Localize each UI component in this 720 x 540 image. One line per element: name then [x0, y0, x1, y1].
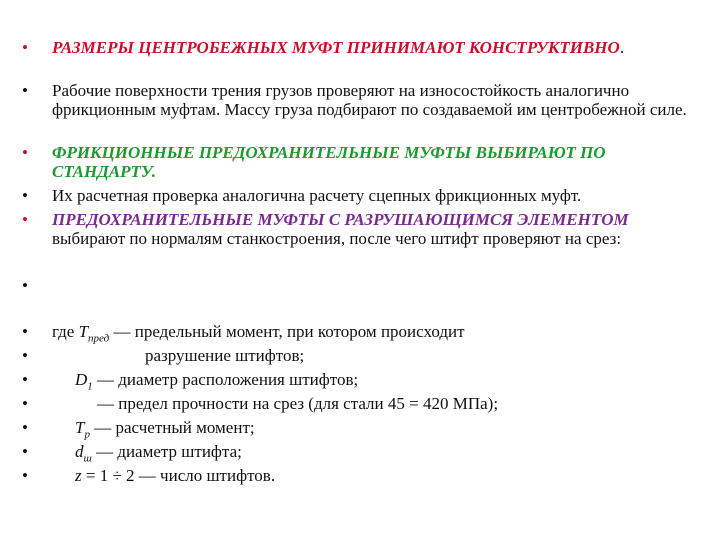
symbol: D: [75, 370, 88, 389]
bullet: •: [22, 466, 28, 485]
symbol: T: [75, 418, 85, 437]
bullet: •: [22, 322, 28, 341]
symbol-subscript: ш: [83, 452, 92, 465]
item-text: Их расчетная проверка аналогична расчету сцепных фрикционных муфт.: [52, 186, 582, 205]
bullet: •: [22, 418, 28, 437]
bullet: •: [22, 143, 28, 162]
bullet: •: [22, 442, 28, 461]
bullet: •: [22, 346, 28, 365]
def-prefix: где: [52, 322, 79, 341]
def-text: — диаметр штифта;: [91, 442, 242, 461]
symbol: z: [75, 466, 82, 485]
symbol-subscript: 1: [87, 380, 93, 393]
bullet: •: [22, 210, 28, 229]
def-text: — расчетный момент;: [89, 418, 255, 437]
def-text: разрушение штифтов;: [145, 346, 305, 365]
bullet: •: [22, 394, 28, 413]
def-text: — диаметр расположения штифтов;: [92, 370, 359, 389]
item-emphasis: ПРЕДОХРАНИТЕЛЬНЫЕ МУФТЫ С РАЗРУШАЮЩИМСЯ ЭЛЕМЕНТОМ: [52, 210, 629, 229]
item-emphasis: РАЗМЕРЫ ЦЕНТРОБЕЖНЫХ МУФТ ПРИНИМАЮТ КОНСТРУКТИВНО: [52, 38, 620, 57]
bullet: •: [22, 38, 28, 57]
item-emphasis: ФРИКЦИОННЫЕ ПРЕДОХРАНИТЕЛЬНЫЕ МУФТЫ ВЫБИРАЮТ ПО СТАНДАРТУ.: [52, 143, 606, 181]
symbol: T: [78, 322, 89, 341]
symbol: d: [75, 442, 84, 461]
item-text: .: [619, 38, 625, 57]
symbol-subscript: пред: [88, 332, 110, 345]
bullet: •: [22, 370, 28, 389]
item-text: выбирают по нормалям станкостроения, после чего штифт проверяют на срез:: [52, 229, 622, 248]
bullet: •: [22, 186, 28, 205]
def-text: — предельный момент, при котором происходит: [109, 322, 465, 341]
def-text: = 1 ÷ 2 — число штифтов.: [81, 466, 276, 485]
item-text: Рабочие поверхности трения грузов проверяют на износостойкость аналогично фрикционным муфтам. Массу груза подбирают по создаваемой им центробежной силе.: [52, 81, 687, 119]
symbol-subscript: p: [84, 428, 90, 441]
def-text: — предел прочности на срез (для стали 45 = 420 МПа);: [97, 394, 499, 413]
bullet: •: [22, 276, 28, 295]
bullet: •: [22, 81, 28, 100]
